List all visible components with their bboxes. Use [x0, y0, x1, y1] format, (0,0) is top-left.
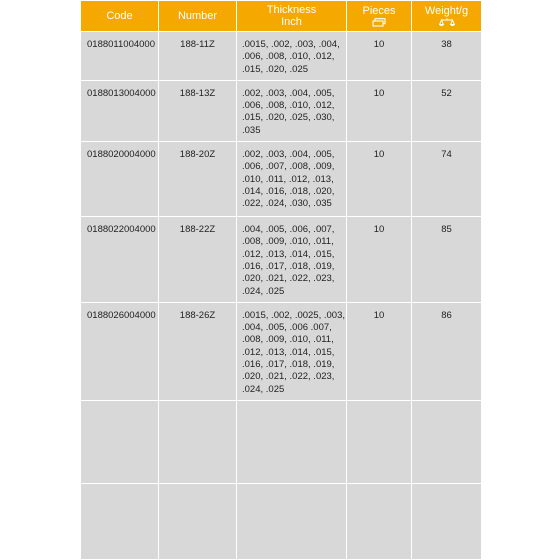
empty-cell [412, 400, 482, 483]
empty-row [81, 483, 482, 559]
cell-weight: 74 [412, 142, 482, 217]
cell-number: 188-11Z [159, 32, 237, 81]
empty-cell [159, 483, 237, 559]
cell-number: 188-22Z [159, 217, 237, 303]
empty-cell [347, 483, 412, 559]
empty-cell [159, 400, 237, 483]
cell-code: 0188020004000 [81, 142, 159, 217]
header-row [81, 1, 482, 32]
cell-code: 0188011004000 [81, 32, 159, 81]
cell-pieces: 10 [347, 217, 412, 303]
empty-cell [237, 400, 347, 483]
cell-pieces: 10 [347, 142, 412, 217]
empty-cell [412, 483, 482, 559]
table-row [81, 32, 482, 81]
cell-pieces: 10 [347, 302, 412, 400]
empty-cell [81, 483, 159, 559]
cell-number: 188-20Z [159, 142, 237, 217]
cell-thickness: .0015, .002, .0025, .003, .004, .005, .006 .007, .008, .009, .010, .011, .012, .013, .014, .015, .016, .017, .018, .019, .020, .021, .022, .023, .024, .025 [237, 302, 347, 400]
empty-cell [237, 483, 347, 559]
empty-cell [81, 400, 159, 483]
cell-number: 188-26Z [159, 302, 237, 400]
cell-weight: 38 [412, 32, 482, 81]
cell-pieces: 10 [347, 32, 412, 81]
cell-thickness: .002, .003, .004, .005, .006, .007, .008, .009, .010, .011, .012, .013, .014, .016, .018, .020, .022, .024, .030, .035 [237, 142, 347, 217]
header-thickness: Thickness Inch [237, 1, 347, 32]
cell-weight: 86 [412, 302, 482, 400]
cell-thickness: .0015, .002, .003, .004, .006, .008, .010, .012, .015, .020, .025 [237, 32, 347, 81]
shim-table [80, 0, 482, 560]
header-number: Number [159, 1, 237, 32]
scale-icon [439, 18, 455, 27]
empty-row [81, 400, 482, 483]
empty-cell [347, 400, 412, 483]
stack-icon [372, 18, 386, 27]
cell-pieces: 10 [347, 80, 412, 141]
table-row [81, 80, 482, 141]
header-weight: Weight/g [412, 1, 482, 32]
table-row [81, 302, 482, 400]
table-row [81, 217, 482, 303]
table-row [81, 142, 482, 217]
cell-code: 0188013004000 [81, 80, 159, 141]
header-pieces: Pieces [347, 1, 412, 32]
cell-weight: 85 [412, 217, 482, 303]
cell-thickness: .004, .005, .006, .007, .008, .009, .010, .011, .012, .013, .014, .015, .016, .017, .018, .019, .020, .021, .022, .023, .024, .025 [237, 217, 347, 303]
cell-code: 0188026004000 [81, 302, 159, 400]
cell-thickness: .002, .003, .004, .005, .006, .008, .010, .012, .015, .020, .025, .030, .035 [237, 80, 347, 141]
cell-weight: 52 [412, 80, 482, 141]
cell-code: 0188022004000 [81, 217, 159, 303]
header-code: Code [81, 1, 159, 32]
cell-number: 188-13Z [159, 80, 237, 141]
